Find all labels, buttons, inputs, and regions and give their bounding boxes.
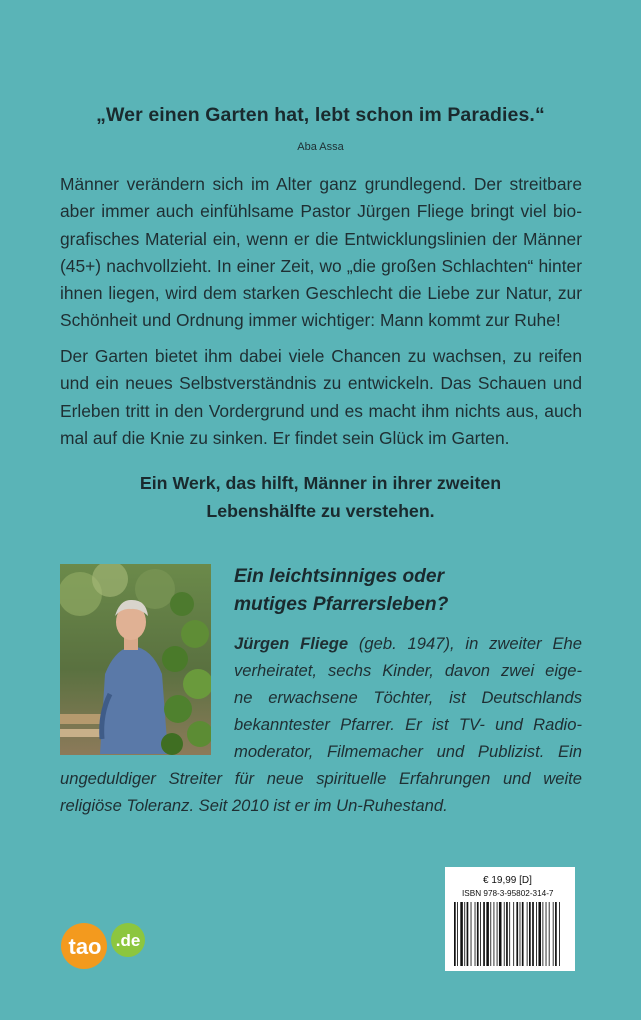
author-subheading (234, 563, 594, 619)
logo-domain: .de (115, 931, 141, 950)
barcode-bar (536, 902, 537, 966)
barcode-bar (490, 902, 491, 966)
barcode-bar (486, 902, 489, 966)
text-line: Ein leichtsinniges oder (234, 566, 445, 587)
text-line: und ein neues Selbstverständnis zu entwickeln. Das Schauen und (60, 373, 582, 394)
barcode-bar (513, 902, 514, 966)
barcode-bar (559, 902, 560, 966)
text-line: ihnen liegen, wird dem starken Geschlecht die Liebe zur Natur, zur (60, 283, 582, 304)
bio-line: ne erwachsene Töchter, ist Deutschlands (234, 688, 582, 707)
barcode-bar (504, 902, 505, 966)
text-line: Der Garten bietet ihm dabei viele Chancen zu wachsen, zu reifen (60, 346, 582, 366)
quote-author: Aba Assa (297, 141, 344, 153)
barcode-bar (538, 902, 541, 966)
bio-text: (geb. 1947), in zweiter Ehe (348, 634, 582, 653)
bio-line: ungeduldiger Streiter für neue spirituelle Erfahrungen und weite (60, 769, 582, 788)
barcode-bar (471, 902, 472, 966)
barcode-bar (467, 902, 469, 966)
barcode-bar (509, 902, 510, 966)
barcode-box (445, 867, 575, 971)
bio-line: verheiratet, sechs Kinder, davon zwei eige- (234, 661, 582, 680)
barcode-bar (494, 902, 495, 966)
barcode-bar (499, 902, 502, 966)
text-line: aber immer auch einfühlsame Pastor Jürgen Fliege bringt viel bio- (60, 201, 582, 222)
isbn-label: ISBN 978-3-95802-314-7 (462, 889, 554, 898)
barcode-bar (555, 902, 557, 966)
barcode-bar (483, 902, 485, 966)
emphasis-statement (0, 470, 641, 525)
barcode-bar (457, 902, 458, 966)
text-line: (45+) nachvollzieht. In einer Zeit, wo „die großen Schlachten“ hinter (60, 255, 582, 276)
description-paragraph-2 (60, 343, 582, 452)
bio-line: moderator, Filmemacher und Publizist. Ein (234, 742, 582, 761)
text-line: Schönheit und Ordnung immer wichtiger: Mann kommt zur Ruhe! (60, 310, 561, 331)
barcode-bar (506, 902, 508, 966)
logo-word: tao (68, 934, 102, 959)
text-line: mal auf die Knie zu sinken. Er findet sein Glück im Garten. (60, 427, 510, 448)
text-line: Männer verändern sich im Alter ganz grundlegend. Der streitbare (60, 174, 582, 194)
barcode-bar (529, 902, 531, 966)
barcode-bar (480, 902, 481, 966)
text-line: grafisches Material ein, wenn er die Entwicklungslinien der Männer (60, 228, 582, 249)
barcode-bar (477, 902, 479, 966)
barcode-icon (454, 902, 566, 966)
bio-line: bekanntester Pfarrer. Er ist TV- und Radio- (234, 715, 582, 734)
barcode-bar (542, 902, 543, 966)
description-paragraph-1 (60, 171, 582, 335)
text-line: Erleben tritt in den Vordergrund und es macht ihm nichts aus, auch (60, 400, 582, 421)
back-cover-quote: „Wer einen Garten hat, lebt schon im Paradies.“ (96, 104, 545, 126)
barcode-bar (527, 902, 528, 966)
barcode-bar (516, 902, 518, 966)
barcode-bar (549, 902, 550, 966)
bio-line: religiöse Toleranz. Seit 2010 ist er im Un-Ruhestand. (60, 796, 448, 815)
barcode-bar (553, 902, 554, 966)
barcode-bar (532, 902, 534, 966)
text-line: Ein Werk, das hilft, Männer in ihrer zweiten (139, 473, 502, 493)
text-line: mutiges Pfarrersleben? (234, 594, 449, 615)
barcode-bar (475, 902, 476, 966)
price-label: € 19,99 [D] (483, 875, 532, 886)
barcode-bar (497, 902, 498, 966)
barcode-bar (546, 902, 547, 966)
barcode-bar (464, 902, 465, 966)
bio-line (234, 630, 582, 657)
text-line: Lebenshälfte zu verstehen. (206, 500, 435, 521)
tao-logo (58, 920, 150, 970)
barcode-bar (460, 902, 463, 966)
author-photo (60, 564, 211, 755)
barcode-bar (520, 902, 521, 966)
barcode-bar (454, 902, 456, 966)
barcode-bar (522, 902, 524, 966)
author-name: Jürgen Fliege (234, 634, 349, 653)
